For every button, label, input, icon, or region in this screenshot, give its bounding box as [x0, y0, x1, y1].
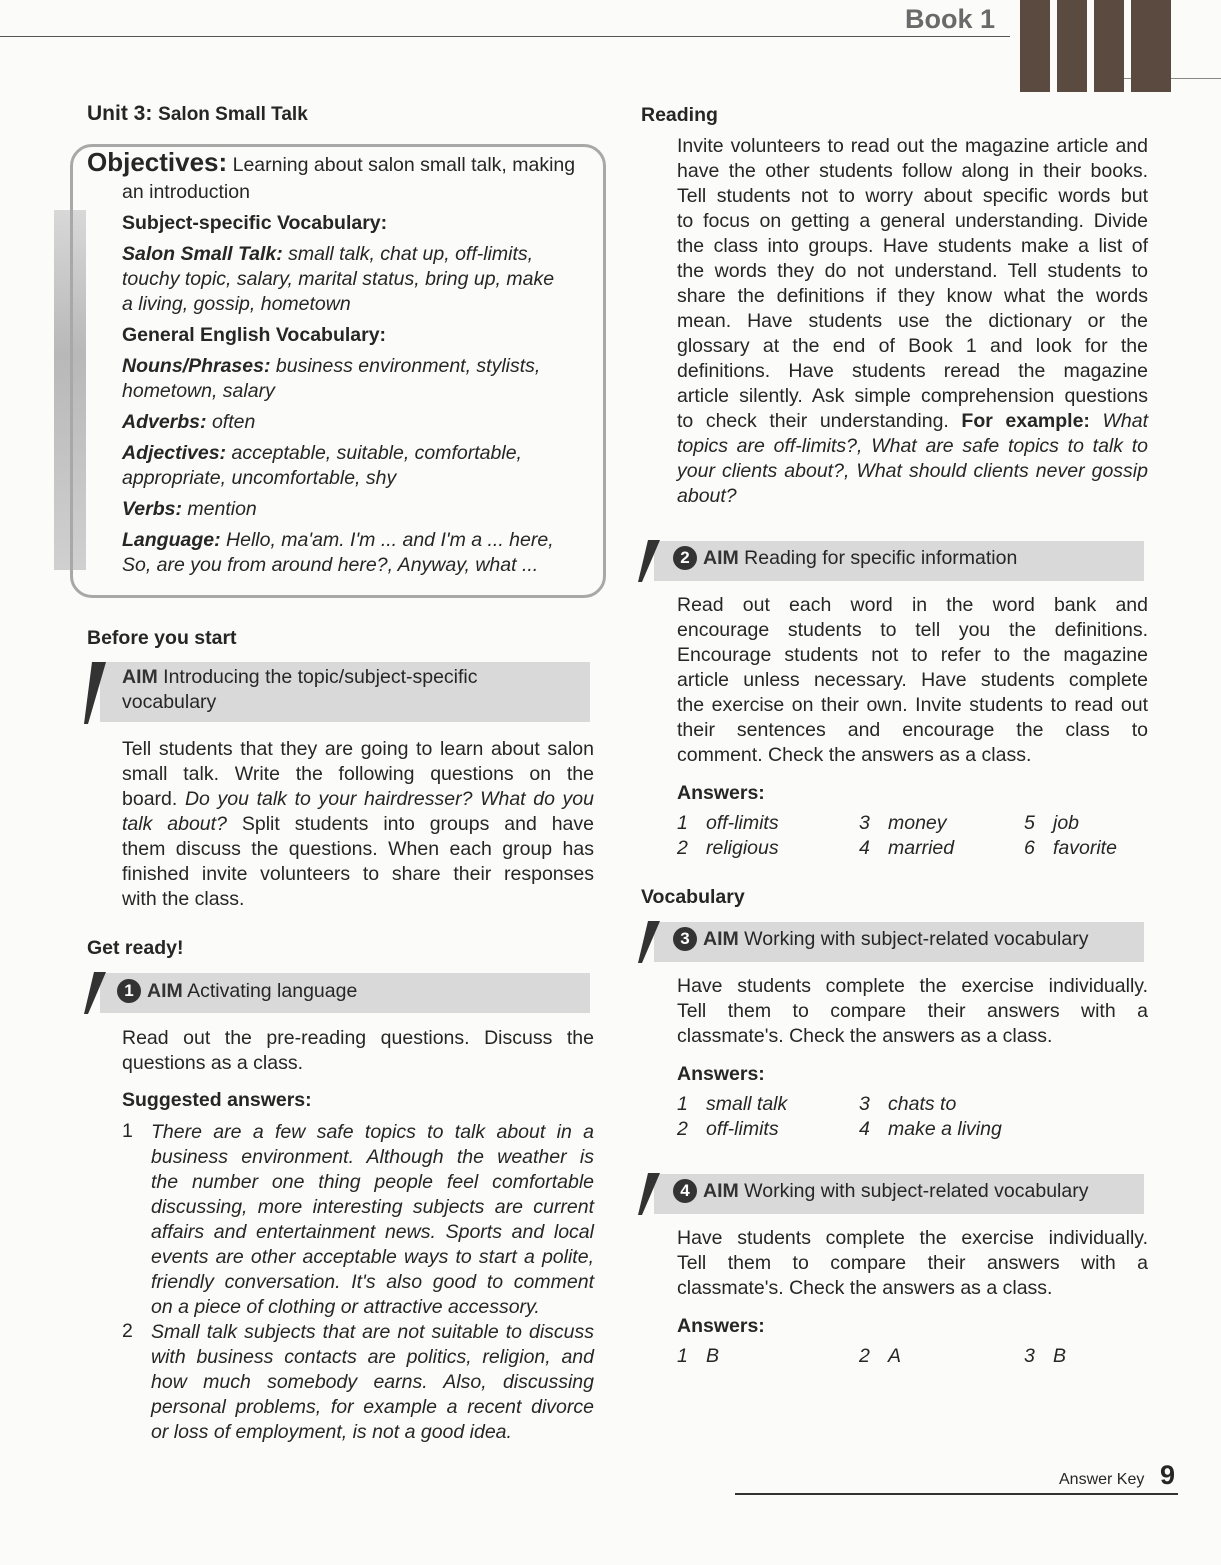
verbs-terms: mention: [187, 498, 257, 520]
nouns-label: Nouns/Phrases:: [122, 355, 271, 377]
language-terms-2: So, are you from around here?, Anyway, what ...: [122, 554, 539, 576]
aim2-heading: [673, 546, 1017, 571]
nouns-terms-2: hometown, salary: [122, 380, 275, 402]
aim4-heading: [673, 1179, 1088, 1204]
para-line: the words they do not understand. Tell students to: [677, 260, 1148, 282]
para-line: Tell students that they are going to learn about salon: [122, 738, 594, 760]
footer-rule: [735, 1493, 1178, 1495]
aim4-paragraph: [677, 1226, 1148, 1301]
book-label: Book 1: [905, 4, 996, 34]
suggested-answers-heading: Suggested answers:: [122, 1089, 312, 1111]
answer-number: 2: [677, 1118, 688, 1140]
para-line: personal problems, for example a recent divorce: [151, 1396, 594, 1418]
footer-label: Answer Key: [1059, 1471, 1145, 1488]
chapter-tabs: [1020, 0, 1171, 92]
para-line: about?: [677, 485, 737, 507]
answer-number: 4: [859, 1118, 870, 1140]
answer-word: A: [888, 1345, 902, 1367]
para-line: Have students complete the exercise individually.: [677, 1227, 1148, 1249]
salon-terms-3: a living, gossip, hometown: [122, 293, 351, 315]
answer-word: job: [1053, 812, 1080, 834]
number-badge: 1: [117, 979, 141, 1003]
para-line: Tell them to compare their answers with a: [677, 1000, 1148, 1022]
language-label: Language:: [122, 529, 221, 551]
language-terms: Hello, ma'am. I'm ... and I'm a ... here,: [226, 529, 554, 551]
answer-word: make a living: [888, 1118, 1002, 1140]
general-vocab-heading: General English Vocabulary:: [122, 324, 387, 346]
answer-word: B: [706, 1345, 720, 1367]
objectives-intro: Learning about salon small talk, making: [232, 154, 576, 176]
aim-label: AIM: [703, 1180, 739, 1202]
answer-row: [677, 837, 1117, 860]
adverbs-line: [122, 410, 255, 435]
aim2-text: Reading for specific information: [744, 547, 1018, 569]
number-badge: 4: [673, 1179, 697, 1203]
aim-intro-text: Introducing the topic/subject-specific: [163, 666, 478, 688]
for-example-label: For example:: [961, 410, 1090, 432]
adjectives-label: Adjectives:: [122, 442, 227, 464]
answer-number: 5: [1024, 812, 1035, 834]
suggested-answer-1: [151, 1120, 594, 1320]
salon-terms: small talk, chat up, off-limits,: [288, 243, 534, 265]
aim3-paragraph: [677, 974, 1148, 1049]
para-line: Read out each word in the word bank and: [677, 594, 1148, 616]
para-line: article silently. Ask simple comprehension questions: [677, 385, 1148, 407]
adverbs-label: Adverbs:: [122, 411, 207, 433]
verbs-line: [122, 497, 257, 522]
para-line: them discuss the questions. When each group has: [122, 838, 594, 860]
answer-number: 1: [677, 1345, 688, 1367]
aim4-answers-label: Answers:: [677, 1315, 765, 1337]
aim-slash-icon: [638, 540, 660, 582]
chapter-tab: [1020, 0, 1050, 92]
answer-word: religious: [706, 837, 779, 859]
unit-name: Salon Small Talk: [158, 104, 308, 125]
para-line: the number one thing people feel comfortable: [151, 1171, 594, 1193]
aim-slash-icon: [84, 972, 106, 1014]
answer-word: small talk: [706, 1093, 788, 1115]
get-ready-heading: Get ready!: [87, 937, 184, 959]
aim2-answers-label: Answers:: [677, 782, 765, 804]
reading-heading: Reading: [641, 104, 718, 126]
aim1-text: Activating language: [187, 980, 358, 1002]
aim3-text: Working with subject-related vocabulary: [744, 928, 1089, 950]
para-line: mean. Have students use the dictionary or the: [677, 310, 1148, 332]
aim1-paragraph: [122, 1026, 594, 1076]
aim-slash-icon: [638, 1173, 660, 1215]
para-line: on a piece of clothing or attractive accessory.: [151, 1296, 540, 1318]
before-you-start-heading: Before you start: [87, 627, 237, 649]
answer-number: 1: [677, 1093, 688, 1115]
answer-number: 3: [859, 1093, 870, 1115]
para-line: [677, 409, 1148, 434]
objectives-intro-2: an introduction: [122, 181, 250, 203]
header-rule: [0, 36, 1010, 37]
answer-number: 1: [677, 812, 688, 834]
suggested-1-number: 1: [122, 1120, 133, 1142]
para-line: comment. Check the answers as a class.: [677, 744, 1032, 766]
chapter-tab: [1094, 0, 1124, 92]
aim3-heading: [673, 927, 1088, 952]
para-line: the exercise on their own. Invite students to read out: [677, 694, 1148, 716]
para-line: your clients about?, What should clients never gossip: [677, 460, 1148, 482]
adverbs-terms: often: [211, 411, 256, 433]
answer-number: 3: [859, 812, 870, 834]
answer-word: off-limits: [706, 1118, 779, 1140]
answer-word: off-limits: [706, 812, 779, 834]
para-line: their sentences and encourage the class to: [677, 719, 1148, 741]
para-line: definitions. Have students reread the magazine: [677, 360, 1148, 382]
aim-label: AIM: [122, 666, 158, 688]
answer-word: favorite: [1053, 837, 1117, 859]
para-line: with business contacts are politics, religion, and: [151, 1346, 594, 1368]
answer-number: 2: [859, 1345, 870, 1367]
para-line: have the other students follow along in their books.: [677, 160, 1148, 182]
aim-label: AIM: [703, 547, 739, 569]
para-line: how much somebody earns. Also, discussing: [151, 1371, 594, 1393]
vocabulary-heading: Vocabulary: [641, 886, 745, 908]
para-line: Have students complete the exercise individually.: [677, 975, 1148, 997]
number-badge: 3: [673, 927, 697, 951]
para-line: [122, 812, 594, 837]
para-line: share the definitions if they know what the words: [677, 285, 1148, 307]
subject-vocab-heading: Subject-specific Vocabulary:: [122, 212, 388, 234]
chapter-tab: [1057, 0, 1087, 92]
aim1-heading: [117, 979, 357, 1004]
adjectives-terms-2: appropriate, uncomfortable, shy: [122, 467, 397, 489]
suggested-answer-2: [151, 1320, 594, 1445]
para-line: events are other acceptable ways to start a polite,: [151, 1246, 594, 1268]
para-line: Invite volunteers to read out the magazine article and: [677, 135, 1148, 157]
adjectives-line: [122, 441, 522, 466]
para-line: to focus on getting a general understanding. Divide: [677, 210, 1148, 232]
nouns-terms: business environment, stylists,: [275, 355, 541, 377]
para-line: or loss of employment, is not a good idea.: [151, 1421, 512, 1443]
answer-number: 6: [1024, 837, 1035, 859]
para-line: with the class.: [122, 888, 245, 910]
para-line: the class into groups. Have students make a list of: [677, 235, 1148, 257]
answer-word: married: [888, 837, 955, 859]
answer-word: money: [888, 812, 947, 834]
unit-prefix: Unit 3:: [87, 102, 153, 125]
answer-row: [677, 1093, 957, 1116]
aim-label: AIM: [147, 980, 183, 1002]
para-line: questions as a class.: [122, 1052, 304, 1074]
para-line: affairs and entertainment news. Sports and local: [151, 1221, 594, 1243]
para-line: [122, 787, 594, 812]
page-number: 9: [1160, 1460, 1176, 1490]
answer-number: 3: [1024, 1345, 1035, 1367]
aim-label: AIM: [703, 928, 739, 950]
unit-title: [87, 102, 308, 126]
adjectives-terms: acceptable, suitable, comfortable,: [231, 442, 522, 464]
answer-row: [677, 812, 1080, 835]
salon-terms-2: touchy topic, salary, marital status, bring up, make: [122, 268, 555, 290]
verbs-label: Verbs:: [122, 498, 182, 520]
para-fragment: to check their understanding.: [677, 410, 962, 432]
para-fragment: Split students into groups and have: [226, 813, 595, 835]
para-line: Tell students not to worry about specific words but: [677, 185, 1148, 207]
para-italic-fragment: Do you talk to your hairdresser? What do you: [184, 788, 594, 810]
para-line: classmate's. Check the answers as a class.: [677, 1025, 1053, 1047]
answer-row: [677, 1118, 1002, 1141]
para-line: There are a few safe topics to talk about in a: [151, 1121, 594, 1143]
salon-label: Salon Small Talk:: [122, 243, 283, 265]
para-line: topics are off-limits?, What are safe topics to talk to: [677, 435, 1148, 457]
objectives-heading: Objectives:: [87, 147, 228, 177]
para-line: business environment. Although the weather is: [151, 1146, 594, 1168]
intro-paragraph: [122, 737, 594, 912]
para-line: glossary at the end of Book 1 and look for the: [677, 335, 1148, 357]
answer-number: 2: [677, 837, 688, 859]
answer-row: [677, 1345, 1067, 1368]
chapter-tab: [1131, 0, 1171, 92]
suggested-2-number: 2: [122, 1320, 133, 1342]
para-line: encourage students to tell you the definitions.: [677, 619, 1148, 641]
para-line: classmate's. Check the answers as a class.: [677, 1277, 1053, 1299]
para-line: finished invite volunteers to share their responses: [122, 863, 594, 885]
para-italic-fragment: What: [1089, 410, 1148, 432]
para-line: discussing, more interesting subjects are current: [151, 1196, 594, 1218]
answer-word: chats to: [888, 1093, 957, 1115]
reading-paragraph: [677, 134, 1148, 509]
aim4-text: Working with subject-related vocabulary: [744, 1180, 1089, 1202]
aim-slash-icon: [84, 662, 106, 724]
aim-intro-line2: vocabulary: [122, 691, 217, 713]
para-line: Tell them to compare their answers with a: [677, 1252, 1148, 1274]
para-line: small talk. Write the following questions on the: [122, 763, 594, 785]
para-italic-fragment: talk about?: [122, 813, 227, 835]
para-line: article unless necessary. Have students complete: [677, 669, 1148, 691]
language-line: [122, 528, 554, 553]
para-line: friendly conversation. It's also good to comment: [151, 1271, 594, 1293]
objectives-heading-line: [87, 147, 576, 178]
aim-slash-icon: [638, 921, 660, 963]
salon-vocab-line: [122, 242, 533, 267]
aim-intro-line1: [122, 665, 478, 690]
answer-word: B: [1053, 1345, 1067, 1367]
aim3-answers-label: Answers:: [677, 1063, 765, 1085]
number-badge: 2: [673, 546, 697, 570]
para-line: Read out the pre-reading questions. Discuss the: [122, 1027, 594, 1049]
aim2-paragraph: [677, 593, 1148, 768]
nouns-line: [122, 354, 540, 379]
para-line: Encourage students not to refer to the magazine: [677, 644, 1148, 666]
para-line: Small talk subjects that are not suitable to discuss: [151, 1321, 594, 1343]
answer-number: 4: [859, 837, 870, 859]
para-fragment: board.: [122, 788, 185, 810]
